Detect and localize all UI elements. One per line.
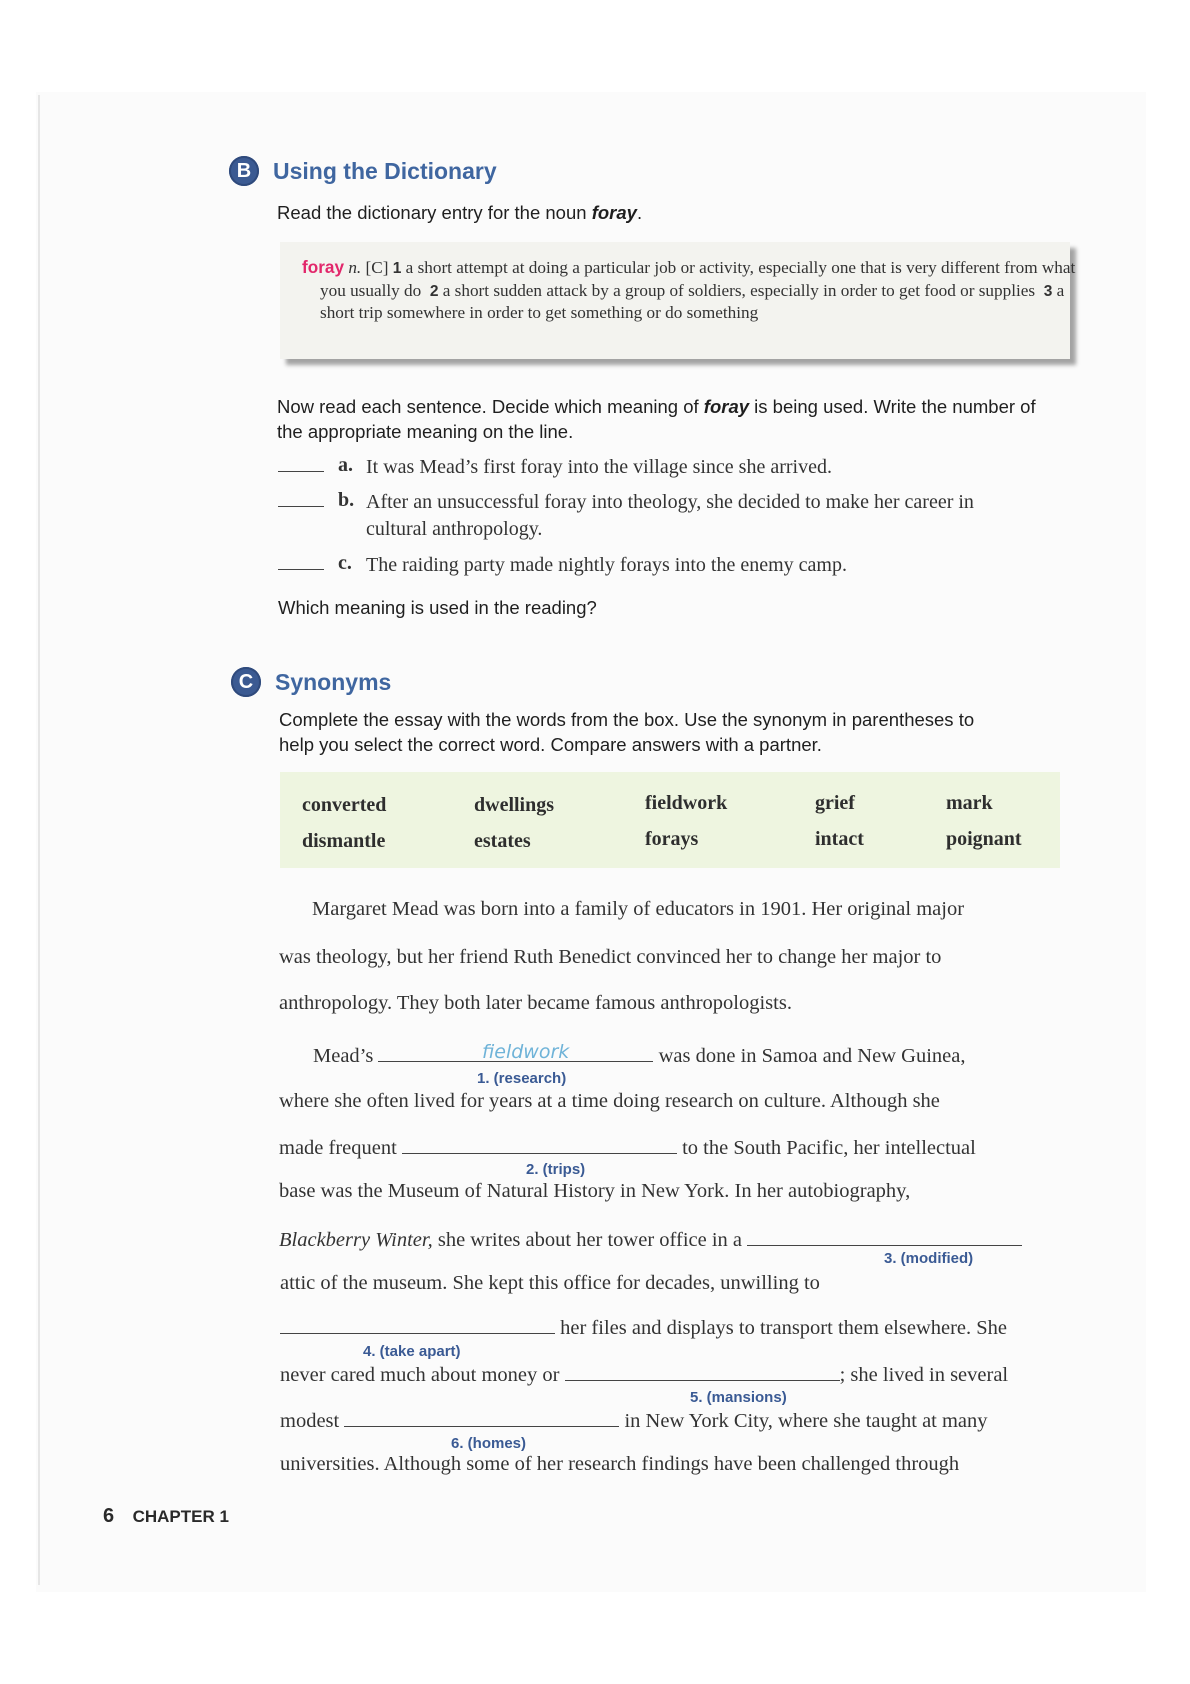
dictionary-entry: foray n. [C] 1 a short attempt at doing a particular job or activity, especially one that is very different from what you usually do 2 a short sudden attack by a group of soldiers, especially in order to get food or supplies 3 a short trip somewhere in order to get something or do something: [302, 257, 1076, 322]
blank-6[interactable]: [344, 1408, 619, 1427]
section-b-badge: B: [229, 156, 259, 186]
question-c: c. The raiding party made nightly forays into the enemy camp.: [278, 552, 847, 579]
section-c-instruction: Complete the essay with the words from the box. Use the synonym in parentheses to help you select the correct word. Compare answers with a partner.: [279, 709, 975, 755]
essay-line: universities. Although some of her research findings have been challenged through: [280, 1453, 960, 1475]
essay-line: modest in New York City, where she taught at many: [280, 1410, 988, 1432]
final-question: Which meaning is used in the reading?: [278, 597, 597, 618]
essay-line: Mead’s was done in Samoa and New Guinea,: [313, 1045, 966, 1067]
blank-3[interactable]: [747, 1227, 1022, 1246]
essay-line: made frequent to the South Pacific, her intellectual: [279, 1137, 976, 1159]
word-item: dwellings: [474, 794, 555, 816]
essay-line: Blackberry Winter, she writes about her tower office in a: [279, 1227, 1022, 1252]
word-item: estates: [474, 830, 531, 852]
word-item: dismantle: [302, 830, 386, 852]
essay-line: never cared much about money or ; she lived in several: [280, 1364, 1009, 1386]
section-c-heading: [231, 667, 391, 697]
question-b: b. After an unsuccessful foray into theology, she decided to make her career in cultural anthropology.: [278, 489, 974, 543]
essay-line: anthropology. They both later became famous anthropologists.: [279, 992, 792, 1014]
section-c-badge: C: [231, 667, 261, 697]
hint-4: 4. (take apart): [363, 1343, 461, 1360]
page-number: 6: [103, 1505, 115, 1527]
essay-line: Margaret Mead was born into a family of educators in 1901. Her original major: [312, 898, 965, 920]
hint-1: 1. (research): [477, 1070, 567, 1087]
entry-word: foray: [302, 257, 345, 277]
word-box: [280, 772, 1060, 868]
question-a: a. It was Mead’s first foray into the village since she arrived.: [278, 454, 832, 481]
blank-2[interactable]: [402, 1135, 677, 1154]
chapter-label: CHAPTER 1: [132, 1507, 229, 1526]
section-b-heading: [229, 156, 497, 186]
word-item: poignant: [946, 828, 1022, 850]
word-item: fieldwork: [645, 792, 728, 814]
hint-2: 2. (trips): [526, 1161, 586, 1178]
essay-line: where she often lived for years at a time doing research on culture. Although she: [279, 1090, 940, 1112]
hint-6: 6. (homes): [451, 1435, 527, 1452]
section-c-title: Synonyms: [275, 668, 392, 695]
hint-3: 3. (modified): [884, 1250, 974, 1267]
answer-blank-b[interactable]: [278, 489, 324, 507]
answer-blank-c[interactable]: [278, 552, 324, 570]
blank-4[interactable]: [280, 1315, 555, 1334]
answer-blank-a[interactable]: [278, 454, 324, 472]
word-item: converted: [302, 794, 387, 816]
essay-line: was theology, but her friend Ruth Benedict convinced her to change her major to: [279, 946, 942, 968]
word-item: mark: [946, 792, 993, 814]
section-b-intro: Read the dictionary entry for the noun foray.: [277, 202, 643, 223]
word-item: forays: [645, 828, 699, 850]
page-edge: [38, 95, 40, 1585]
word-item: intact: [815, 828, 864, 850]
word-item: grief: [815, 792, 855, 814]
page-footer: [103, 1505, 229, 1528]
section-b-title: Using the Dictionary: [273, 157, 497, 184]
essay-line: her files and displays to transport them elsewhere. She: [280, 1315, 1007, 1340]
essay-line: base was the Museum of Natural History in New York. In her autobiography,: [279, 1180, 911, 1202]
blank-5[interactable]: [565, 1362, 840, 1381]
essay-line: attic of the museum. She kept this office for decades, unwilling to: [280, 1272, 820, 1294]
section-b-instruction: Now read each sentence. Decide which meaning of foray is being used. Write the number of the appropriate meaning on the line.: [277, 396, 1036, 442]
handwritten-answer-1: fieldwork: [482, 1041, 570, 1063]
dictionary-entry-box: [280, 242, 1076, 359]
hint-5: 5. (mansions): [690, 1389, 787, 1406]
